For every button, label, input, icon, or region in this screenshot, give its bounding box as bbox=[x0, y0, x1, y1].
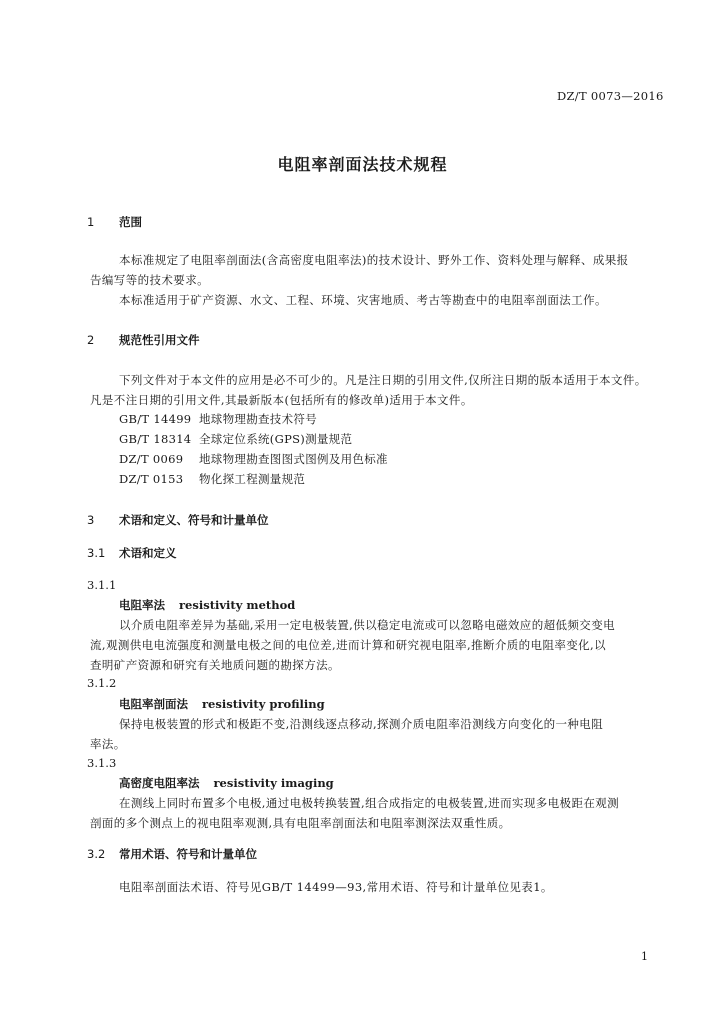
subsection-title: 术语和定义 bbox=[119, 546, 177, 560]
term-number: 3.1.3 bbox=[87, 756, 117, 770]
paragraph-line: 告编写等的技术要求。 bbox=[90, 273, 209, 287]
subsection-3-2-heading bbox=[87, 846, 257, 862]
section-3-heading bbox=[87, 512, 269, 528]
reference-title: 地球物理勘查图图式图例及用色标准 bbox=[199, 452, 388, 466]
term-heading bbox=[119, 775, 334, 791]
paragraph-line: 电阻率剖面法术语、符号见GB/T 14499—93,常用术语、符号和计量单位见表1。 bbox=[119, 880, 553, 894]
page-number: 1 bbox=[641, 950, 648, 963]
term-english: resistivity method bbox=[179, 598, 296, 612]
term-english: resistivity imaging bbox=[213, 776, 334, 790]
reference-title: 地球物理勘查技术符号 bbox=[199, 412, 317, 426]
definition-line: 查明矿产资源和研究有关地质问题的勘探方法。 bbox=[90, 658, 340, 672]
section-number: 2 bbox=[87, 333, 95, 347]
reference-title: 物化探工程测量规范 bbox=[199, 472, 306, 486]
section-1-heading bbox=[87, 214, 142, 230]
section-number: 1 bbox=[87, 215, 95, 229]
subsection-number: 3.2 bbox=[87, 847, 106, 861]
section-title: 术语和定义、符号和计量单位 bbox=[119, 513, 269, 527]
reference-code: GB/T 14499 bbox=[119, 412, 192, 426]
term-chinese: 高密度电阻率法 bbox=[119, 776, 200, 790]
definition-line: 保持电极装置的形式和极距不变,沿测线逐点移动,探测介质电阻率沿测线方向变化的一种电阻 bbox=[119, 717, 604, 731]
reference-code: DZ/T 0069 bbox=[119, 452, 184, 466]
paragraph-line: 下列文件对于本文件的应用是必不可少的。凡是注日期的引用文件,仅所注日期的版本适用于本文件。 bbox=[119, 373, 647, 387]
section-2-heading bbox=[87, 332, 200, 348]
term-heading bbox=[119, 597, 295, 613]
definition-line: 在测线上同时布置多个电极,通过电极转换装置,组合成指定的电极装置,进而实现多电极距在观测 bbox=[119, 796, 620, 810]
term-chinese: 电阻率剖面法 bbox=[119, 697, 188, 711]
definition-line: 以介质电阻率差异为基础,采用一定电极装置,供以稳定电流或可以忽略电磁效应的超低频交变电 bbox=[119, 618, 616, 632]
paragraph-line: 凡是不注日期的引用文件,其最新版本(包括所有的修改单)适用于本文件。 bbox=[90, 393, 473, 407]
reference-item bbox=[119, 411, 317, 427]
section-title: 范围 bbox=[119, 215, 142, 229]
reference-code: GB/T 18314 bbox=[119, 432, 192, 446]
standard-number: DZ/T 0073—2016 bbox=[557, 89, 664, 103]
subsection-number: 3.1 bbox=[87, 546, 106, 560]
definition-line: 率法。 bbox=[90, 737, 126, 751]
reference-title: 全球定位系统(GPS)测量规范 bbox=[199, 432, 353, 446]
reference-item bbox=[119, 431, 352, 447]
section-title: 规范性引用文件 bbox=[119, 333, 200, 347]
term-chinese: 电阻率法 bbox=[119, 598, 165, 612]
section-number: 3 bbox=[87, 513, 95, 527]
definition-line: 流,观测供电电流强度和测量电极之间的电位差,进而计算和研究视电阻率,推断介质的电阻率变化,以 bbox=[90, 638, 607, 652]
page-title: 电阻率剖面法技术规程 bbox=[277, 155, 448, 174]
term-heading bbox=[119, 696, 325, 712]
subsection-title: 常用术语、符号和计量单位 bbox=[119, 847, 257, 861]
reference-item bbox=[119, 471, 305, 487]
term-english: resistivity profiling bbox=[202, 697, 325, 711]
reference-code: DZ/T 0153 bbox=[119, 472, 184, 486]
definition-line: 剖面的多个测点上的视电阻率观测,具有电阻率剖面法和电阻率测深法双重性质。 bbox=[90, 816, 511, 830]
paragraph-line: 本标准规定了电阻率剖面法(含高密度电阻率法)的技术设计、野外工作、资料处理与解释、成果报 bbox=[119, 253, 629, 267]
term-number: 3.1.1 bbox=[87, 578, 117, 592]
paragraph-line: 本标准适用于矿产资源、水文、工程、环境、灾害地质、考古等勘查中的电阻率剖面法工作。 bbox=[119, 293, 607, 307]
reference-item bbox=[119, 451, 388, 467]
subsection-3-1-heading bbox=[87, 545, 177, 561]
term-number: 3.1.2 bbox=[87, 676, 117, 690]
